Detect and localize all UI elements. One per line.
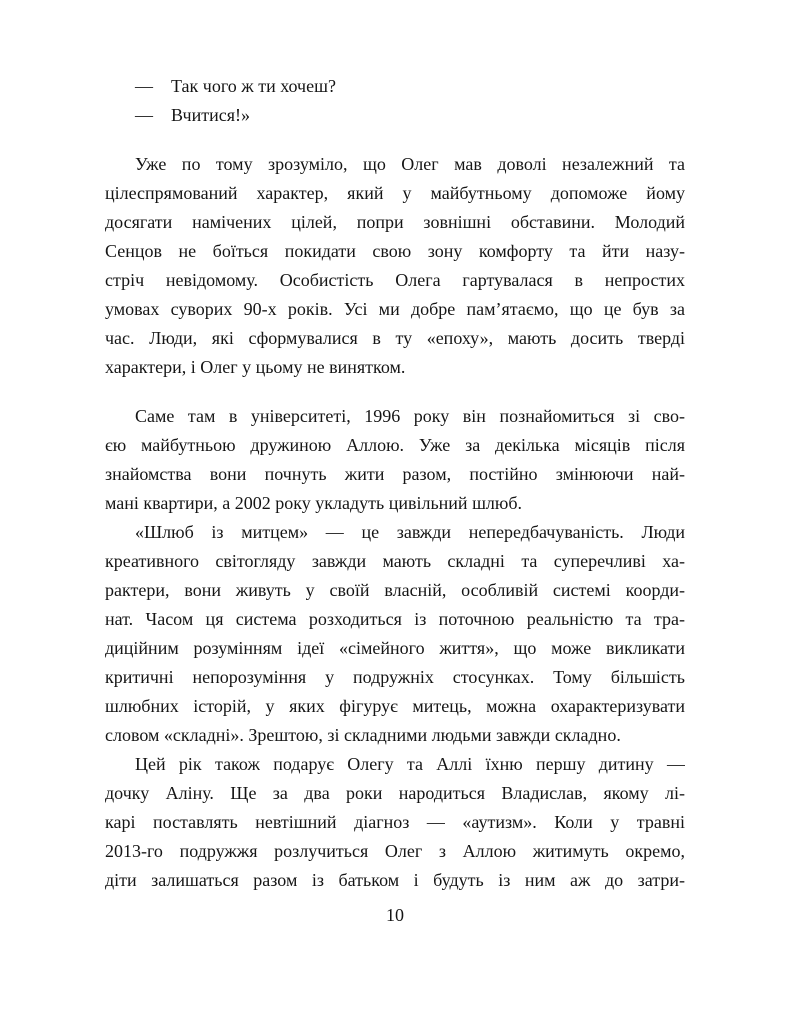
text-line: нат. Часом ця система розходиться із поточною реальністю та тра- — [105, 609, 685, 629]
paragraph-3 — [105, 518, 685, 750]
paragraph-4 — [105, 750, 685, 895]
text-line: Сенцов не боїться покидати свою зону комфорту та йти назу- — [105, 241, 685, 261]
text-line: стріч невідомому. Особистість Олега гартувалася в непростих — [105, 270, 685, 290]
text-line: — Вчитися!» — [135, 105, 251, 125]
text-line: диційним розумінням ідеї «сімейного життя», що може викликати — [105, 638, 685, 658]
paragraph-2 — [105, 402, 685, 518]
text-line: характери, і Олег у цьому не винятком. — [105, 357, 406, 377]
text-line: карі поставлять невтішний діагноз — «аутизм». Коли у травні — [105, 812, 685, 832]
text-line: шлюбних історій, у яких фігурує митець, можна охарактеризувати — [105, 696, 685, 716]
paragraph-1 — [105, 150, 685, 382]
dialogue-block — [105, 72, 685, 130]
text-line: — Так чого ж ти хочеш? — [135, 76, 336, 96]
text-line: умовах суворих 90-х років. Усі ми добре пам’ятаємо, що це був за — [105, 299, 685, 319]
text-line: досягати намічених цілей, попри зовнішні обставини. Молодий — [105, 212, 685, 232]
text-line: «Шлюб із митцем» — це завжди непередбачуваність. Люди — [135, 522, 685, 542]
text-line: критичні непорозуміння у подружніх стосунках. Тому більшість — [105, 667, 685, 687]
text-line: словом «складні». Зрештою, зі складними людьми завжди складно. — [105, 725, 621, 745]
text-line: Уже по тому зрозуміло, що Олег мав доволі незалежний та — [135, 154, 685, 174]
text-block — [105, 72, 685, 895]
text-line: креативного світогляду завжди мають складні та суперечливі ха- — [105, 551, 685, 571]
text-line: Цей рік також подарує Олегу та Аллі їхню першу дитину — — [135, 754, 685, 774]
text-line: єю майбутньою дружиною Аллою. Уже за декілька місяців після — [105, 435, 685, 455]
text-line: час. Люди, які сформувалися в ту «епоху», мають досить тверді — [105, 328, 685, 348]
text-line: 2013-го подружжя розлучиться Олег з Аллою житимуть окремо, — [105, 841, 685, 861]
text-line: мані квартири, а 2002 року укладуть цивільний шлюб. — [105, 493, 523, 513]
text-line: дочку Аліну. Ще за два роки народиться Владислав, якому лі- — [105, 783, 685, 803]
text-line: знайомства вони почнуть жити разом, постійно змінюючи най- — [105, 464, 685, 484]
text-line: рактери, вони живуть у своїй власній, особливій системі коорди- — [105, 580, 685, 600]
page-number: 10 — [386, 905, 404, 925]
text-line: цілеспрямований характер, який у майбутньому допоможе йому — [105, 183, 685, 203]
text-line: Саме там в університеті, 1996 року він познайомиться зі сво- — [135, 406, 685, 426]
text-line: діти залишаться разом із батьком і будуть із ним аж до затри- — [105, 870, 685, 890]
